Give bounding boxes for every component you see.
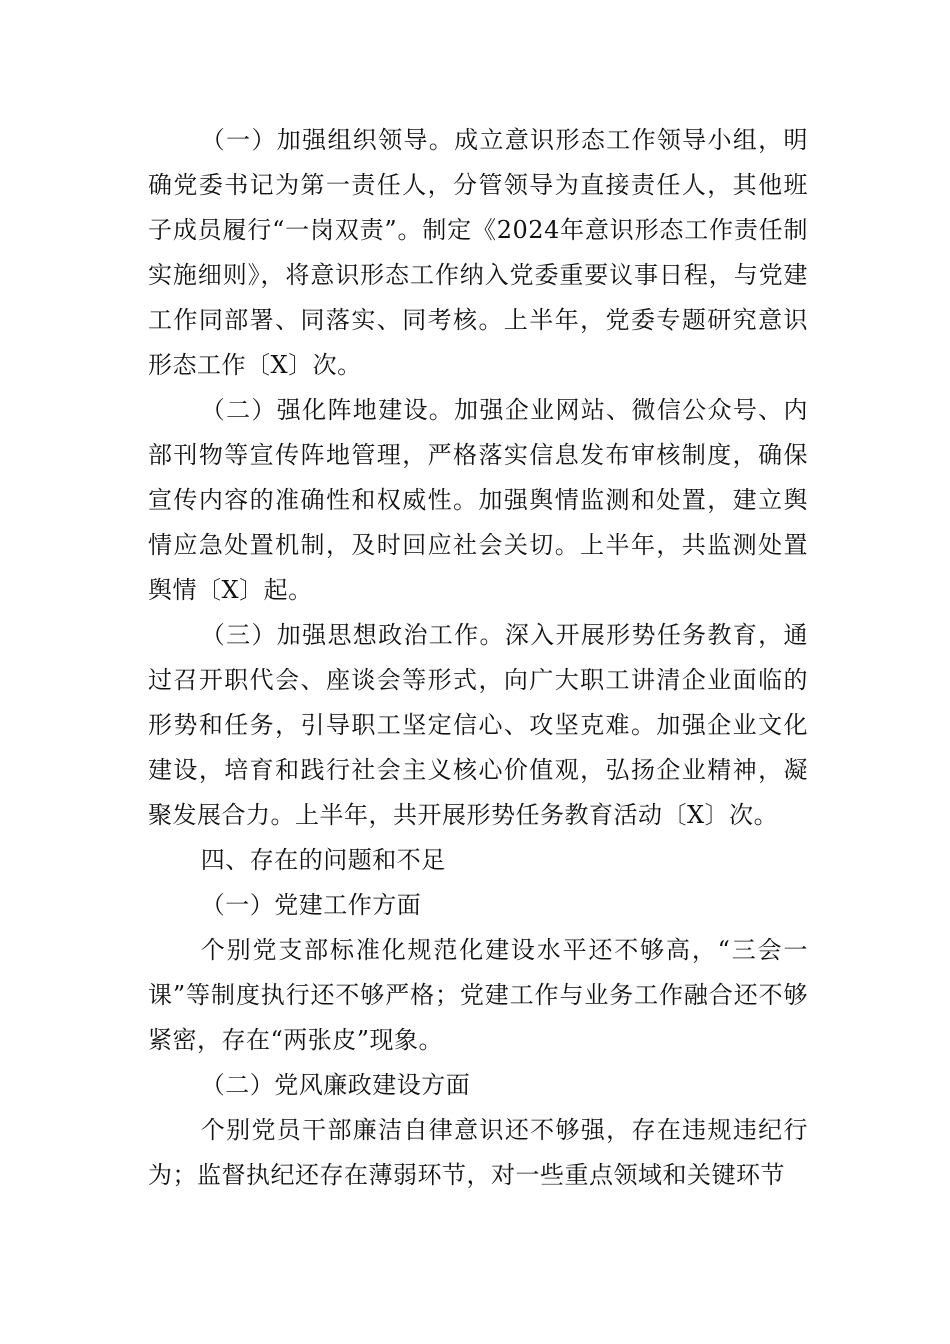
subsection-title-party-building: （一）党建工作方面	[200, 891, 422, 919]
paragraph-ideological-work: （三）加强思想政治工作。深入开展形势任务教育，通过召开职代会、座谈会等形式，向广大职工讲清企业面临的形势和任务，引导职工坚定信心、攻坚克难。加强企业文化建设，培育和践行社会主义核心价值观，弘扬企业精神，凝聚发展合力。上半年，共开展形势任务教育活动〔X〕次。	[148, 621, 808, 829]
paragraph-organization-leadership: （一）加强组织领导。成立意识形态工作领导小组，明确党委书记为第一责任人，分管领导为直接责任人，其他班子成员履行“一岗双责”。制定《2024年意识形态工作责任制实施细则》，将意识形态工作纳入党委重要议事日程，与党建工作同部署、同落实、同考核。上半年，党委专题研究意识形态工作〔X〕次。	[148, 126, 808, 379]
document-page	[148, 118, 808, 1198]
paragraph-integrity-issues: 个别党员干部廉洁自律意识还不够强，存在违规违纪行为；监督执纪还存在薄弱环节，对一些重点领域和关键环节	[148, 1116, 808, 1189]
paragraph-party-building-issues: 个别党支部标准化规范化建设水平还不够高，“三会一课”等制度执行还不够严格；党建工作与业务工作融合还不够紧密，存在“两张皮”现象。	[148, 936, 808, 1054]
subsection-title-integrity: （二）党风廉政建设方面	[200, 1071, 471, 1099]
paragraph-position-building: （二）强化阵地建设。加强企业网站、微信公众号、内部刊物等宣传阵地管理，严格落实信息发布审核制度，确保宣传内容的准确性和权威性。加强舆情监测和处置，建立舆情应急处置机制，及时回应社会关切。上半年，共监测处置舆情〔X〕起。	[148, 396, 808, 604]
section-heading-problems: 四、存在的问题和不足	[200, 846, 446, 874]
